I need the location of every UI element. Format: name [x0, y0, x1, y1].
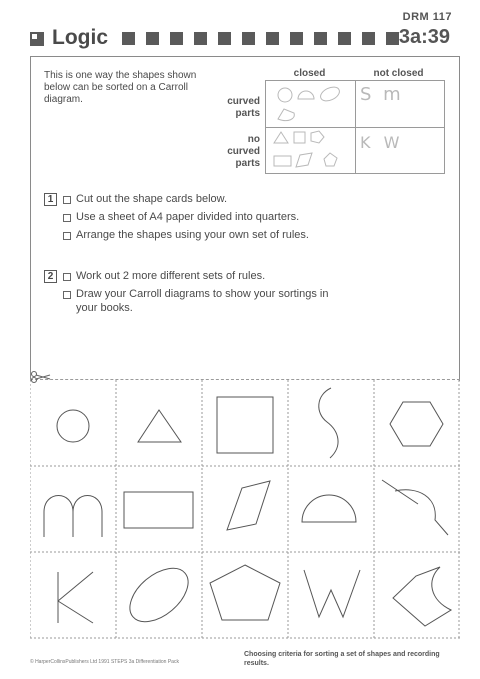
card-curved-quad[interactable]	[393, 567, 451, 626]
step-2a-text: Work out 2 more different sets of rules.	[76, 270, 266, 282]
sheet-code: DRM 117	[402, 11, 452, 23]
intro-text: This is one way the shapes shown below can be sorted on a Carroll diagram.	[44, 70, 197, 105]
card-hook[interactable]	[382, 480, 448, 535]
page-title: Logic	[52, 26, 108, 49]
row-header-curved: curved parts	[227, 96, 260, 119]
shape-cards-grid	[30, 380, 460, 640]
step-1c-text: Arrange the shapes using your own set of rules.	[76, 229, 309, 241]
card-square[interactable]	[217, 397, 273, 453]
copyright-text: © HarperCollinsPublishers Ltd 1991 STEPS 3a Differentiation Pack	[30, 659, 179, 665]
card-parallelogram[interactable]	[227, 481, 270, 530]
card-circle[interactable]	[57, 410, 89, 442]
col-header-not-closed: not closed	[373, 68, 424, 79]
sheet-reference: 3a:39	[398, 26, 450, 48]
checkbox-1b	[63, 214, 71, 222]
card-hexagon[interactable]	[390, 402, 443, 446]
learning-objective: Choosing criteria for sorting a set of shapes and recording results.	[244, 651, 440, 667]
col-header-closed: closed	[293, 68, 326, 79]
checkbox-2a	[63, 273, 71, 281]
checkbox-1c	[63, 232, 71, 240]
row-header-no-curved: no curved parts	[227, 134, 260, 169]
card-ellipse[interactable]	[120, 558, 198, 632]
card-w-shape[interactable]	[304, 570, 360, 617]
step-1-number: 1	[44, 193, 57, 206]
card-s-curve[interactable]	[319, 388, 338, 458]
card-rectangle[interactable]	[124, 492, 193, 528]
letters-curved-open: S m	[360, 84, 404, 105]
step-1a-text: Cut out the shape cards below.	[76, 193, 228, 205]
carroll-diagram	[265, 80, 445, 174]
logo-icon	[30, 32, 44, 46]
card-semicircle[interactable]	[302, 495, 356, 522]
step-2b-text: Draw your Carroll diagrams to show your sortings in	[76, 288, 329, 300]
step-2-number: 2	[44, 270, 57, 283]
letters-straight-open: K W	[360, 133, 404, 152]
step-2b-text-cont: your books.	[76, 302, 133, 314]
checkbox-2b	[63, 291, 71, 299]
card-triangle[interactable]	[138, 410, 181, 442]
step-1b-text: Use a sheet of A4 paper divided into quarters.	[76, 211, 300, 223]
card-m-curve[interactable]	[44, 496, 102, 538]
checkbox-1a	[63, 196, 71, 204]
card-pentagon[interactable]	[210, 565, 280, 620]
card-k-shape[interactable]	[58, 572, 93, 623]
carroll-sketches	[266, 81, 444, 173]
header-bar	[30, 28, 450, 50]
